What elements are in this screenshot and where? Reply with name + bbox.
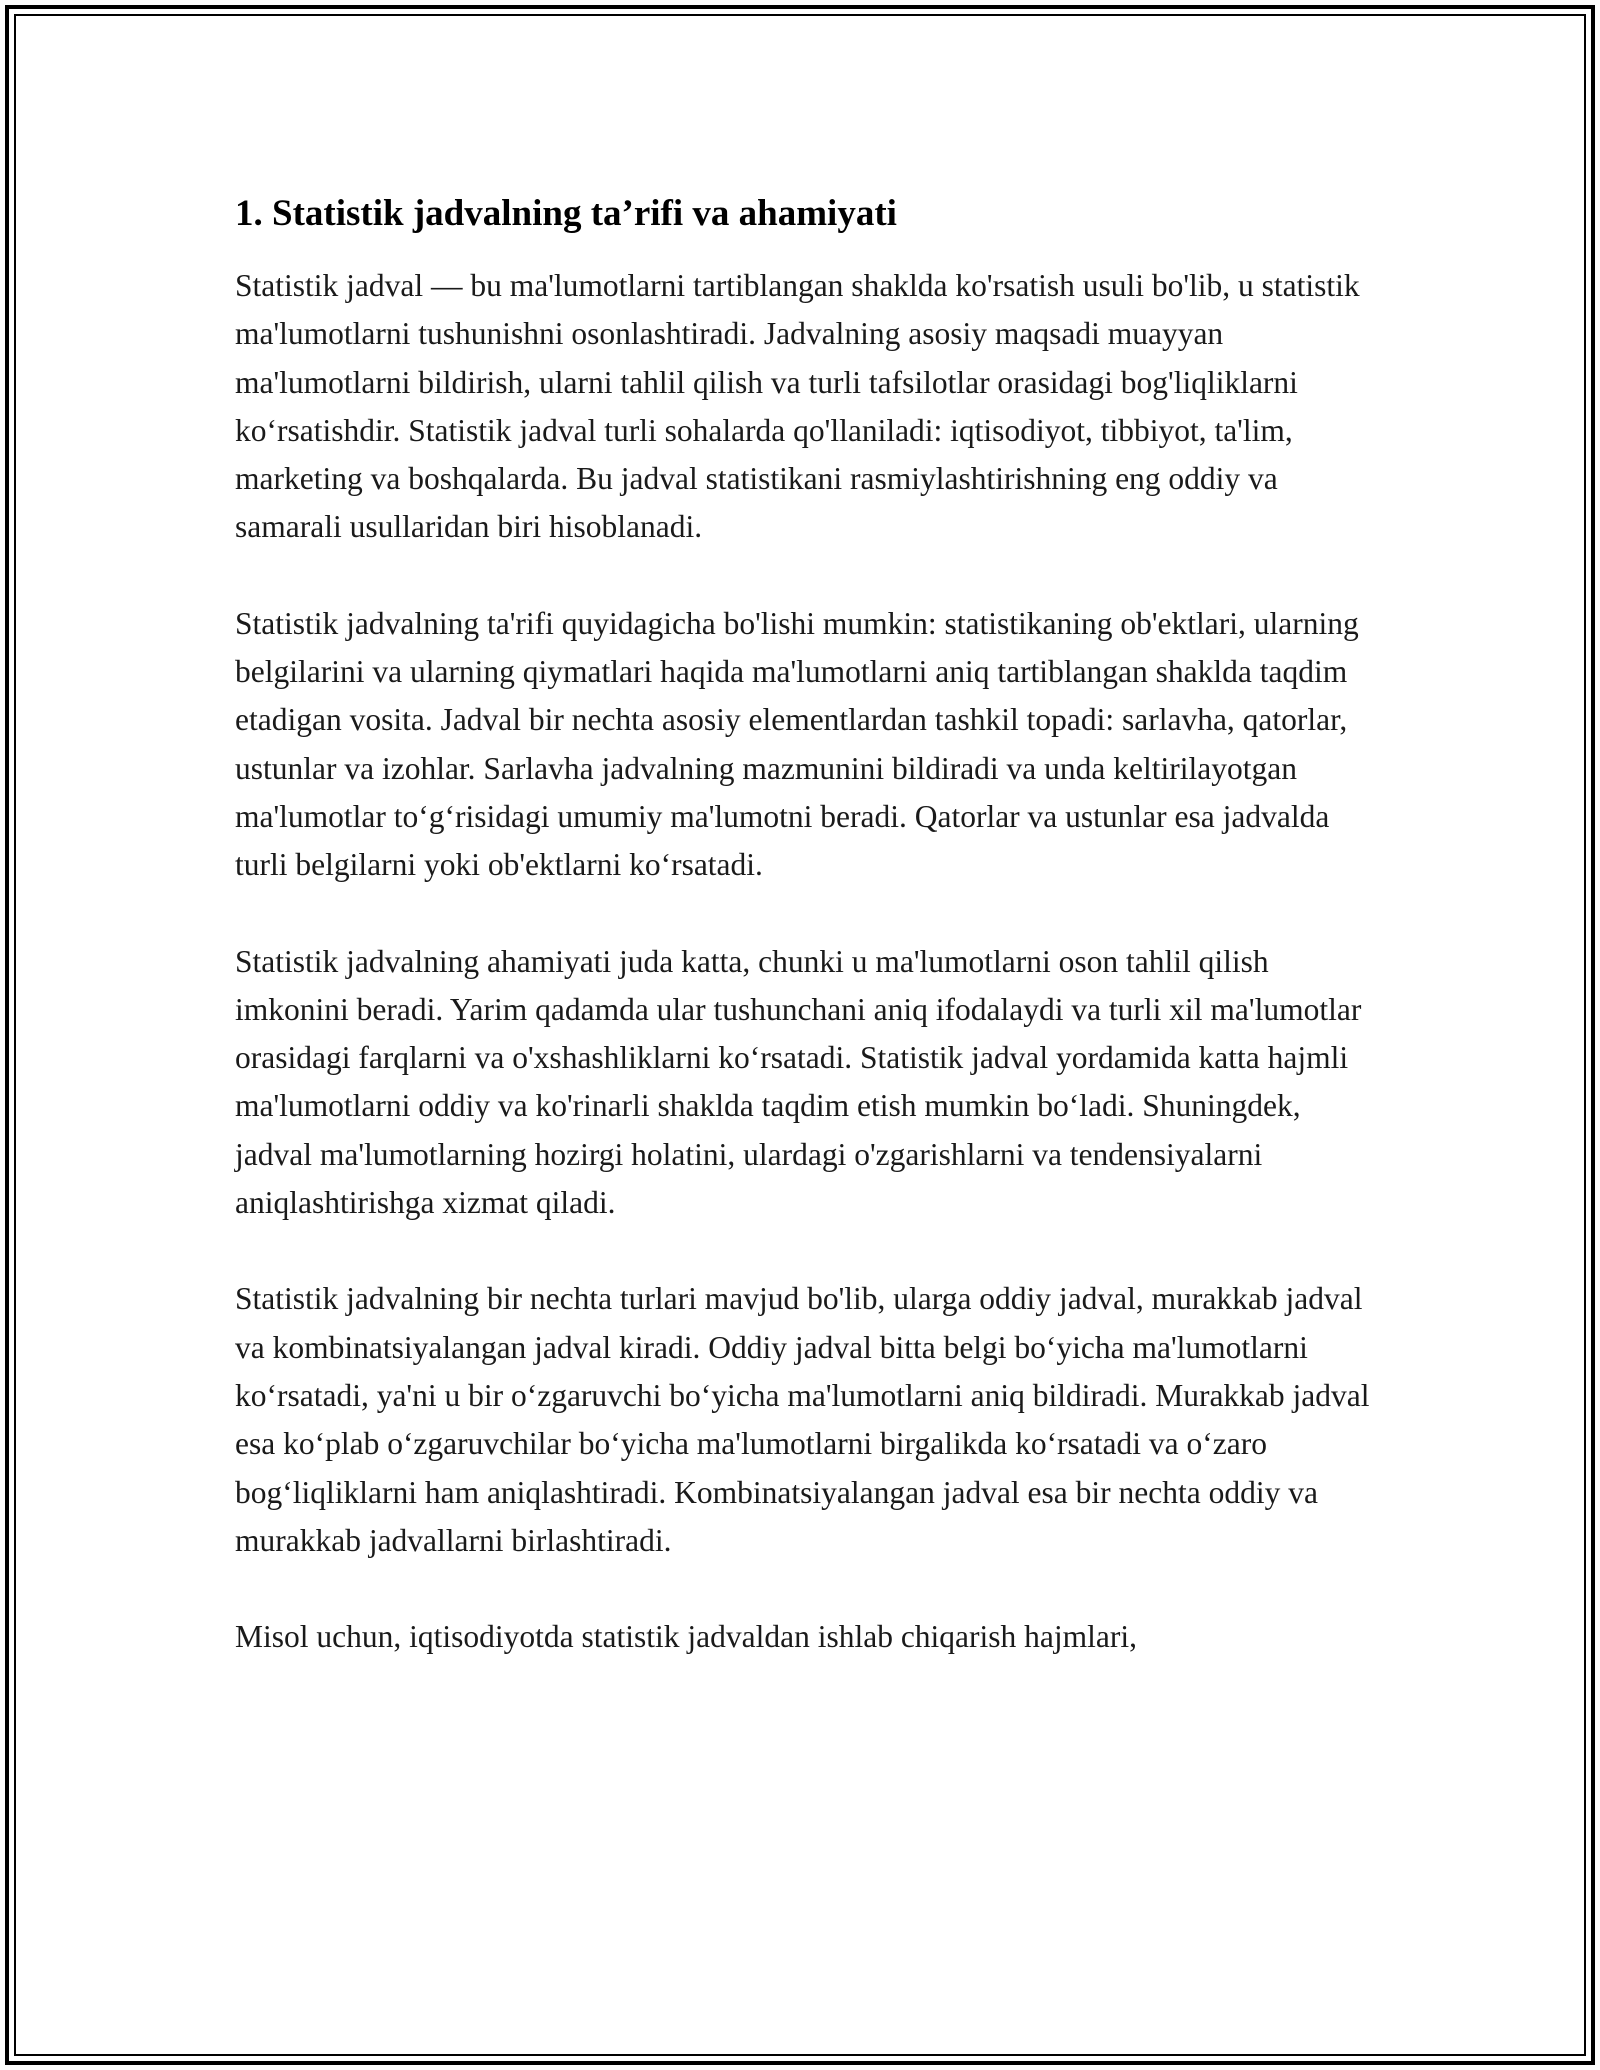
document-body xyxy=(235,186,1375,1709)
paragraph-types: Statistik jadvalning bir nechta turlari mavjud bo'lib, ularga oddiy jadval, murakkab jadval va kombinatsiyalangan jadval kiradi. Oddiy jadval bitta belgi bo‘yicha ma'lumotlarni ko‘rsatadi, ya'ni u bir o‘zgaruvchi bo‘yicha ma'lumotlarni aniq bildiradi. Murakkab jadval esa ko‘plab o‘zgaruvchilar bo‘yicha ma'lumotlarni birgalikda ko‘rsatadi va o‘zaro bog‘liqliklarni ham aniqlashtiradi. Kombinatsiyalangan jadval esa bir nechta oddiy va murakkab jadvallarni birlashtiradi. xyxy=(235,1281,1370,1558)
paragraph-example: Misol uchun, iqtisodiyotda statistik jadvaldan ishlab chiqarish hajmlari, xyxy=(235,1619,1137,1655)
paragraph-elements: Statistik jadvalning ta'rifi quyidagicha bo'lishi mumkin: statistikaning ob'ektlari, ularning belgilarini va ularning qiymatlari haqida ma'lumotlarni aniq tartiblangan shaklda taqdim etadigan vosita. Jadval bir nechta asosiy elementlardan tashkil topadi: sarlavha, qatorlar, ustunlar va izohlar. Sarlavha jadvalning mazmunini bildiradi va unda keltirilayotgan ma'lumotlar to‘g‘risidagi umumiy ma'lumotni beradi. Qatorlar va ustunlar esa jadvalda turli belgilarni yoki ob'ektlarni ko‘rsatadi. xyxy=(235,605,1359,883)
paragraph-importance: Statistik jadvalning ahamiyati juda katta, chunki u ma'lumotlarni oson tahlil qilish imkonini beradi. Yarim qadamda ular tushunchani aniq ifodalaydi va turli xil ma'lumotlar orasidagi farqlarni va o'xshashliklarni ko‘rsatadi. Statistik jadval yordamida katta hajmli ma'lumotlarni oddiy va ko'rinarli shaklda taqdim etish mumkin bo‘ladi. Shuningdek, jadval ma'lumotlarning hozirgi holatini, ulardagi o'zgarishlarni va tendensiyalarni aniqlashtirishga xizmat qiladi. xyxy=(235,943,1362,1221)
section-heading: 1. Statistik jadvalning ta’rifi va ahamiyati xyxy=(235,193,897,234)
paragraph-definition: Statistik jadval — bu ma'lumotlarni tartiblangan shaklda ko'rsatish usuli bo'lib, u statistik ma'lumotlarni tushunishni osonlashtiradi. Jadvalning asosiy maqsadi muayyan ma'lumotlarni bildirish, ularni tahlil qilish va turli tafsilotlar orasidagi bog'liqliklarni ko‘rsatishdir. Statistik jadval turli sohalarda qo'llaniladi: iqtisodiyot, tibbiyot, ta'lim, marketing va boshqalarda. Bu jadval statistikani rasmiylashtirishning eng oddiy va samarali usullaridan biri hisoblanadi. xyxy=(235,268,1360,545)
